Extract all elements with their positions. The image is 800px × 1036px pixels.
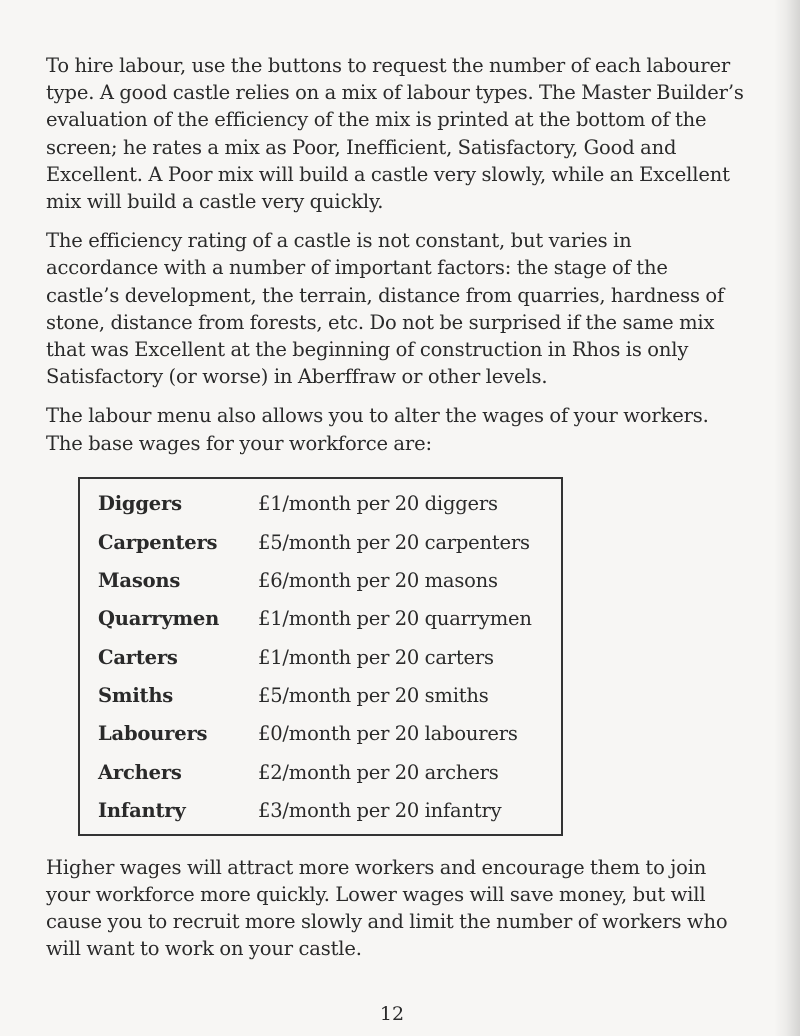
wage-role: Infantry	[98, 798, 186, 822]
paragraph-hire-labour: To hire labour, use the buttons to request the number of each labourer type. A good castle relies on a mix of labour types. The Master Builder’s evaluation of the efficiency of the mix is printed at the bottom of the screen; he rates a mix as Poor, Inefficient, Satisfactory, Good and Excellent. A Poor mix will build a castle very slowly, while an Excellent mix will build a castle very quickly.	[46, 54, 744, 214]
wage-row-archers	[98, 753, 561, 791]
wage-row-quarrymen	[98, 600, 561, 638]
wage-role: Labourers	[98, 722, 208, 746]
wage-role: Smiths	[98, 683, 174, 707]
wage-role: Diggers	[98, 492, 182, 516]
wage-role: Carpenters	[98, 530, 218, 554]
wage-role: Archers	[98, 760, 182, 784]
paragraph-efficiency-rating: The efficiency rating of a castle is not constant, but varies in accordance with a number of important factors: the stage of the castle’s development, the terrain, distance from quarries, hardness of stone, distance from forests, etc. Do not be surprised if the same mix that was Excellent at the beginning of construction in Rhos is only Satisfactory (or worse) in Aberffraw or other levels.	[46, 229, 725, 389]
wage-role: Carters	[98, 645, 178, 669]
wage-rate: £2/month per 20 archers	[258, 760, 499, 784]
wage-row-diggers	[98, 485, 561, 523]
wage-rate: £5/month per 20 smiths	[258, 683, 489, 707]
wage-row-infantry	[98, 791, 561, 829]
wage-rate: £6/month per 20 masons	[258, 569, 498, 593]
page-number: 12	[379, 1003, 405, 1025]
page-edge-shadow	[774, 0, 800, 1036]
wage-rate: £1/month per 20 quarrymen	[258, 607, 532, 631]
wage-role: Masons	[98, 569, 181, 593]
wage-row-masons	[98, 561, 561, 599]
wage-rate: £0/month per 20 labourers	[258, 722, 518, 746]
wage-row-labourers	[98, 715, 561, 753]
wage-role: Quarrymen	[98, 607, 220, 631]
wage-rate: £3/month per 20 infantry	[258, 798, 502, 822]
wage-row-carpenters	[98, 523, 561, 561]
wage-rate: £1/month per 20 carters	[258, 645, 494, 669]
wage-rate: £1/month per 20 diggers	[258, 492, 498, 516]
wage-row-carters	[98, 638, 561, 676]
paragraph-wages-intro: The labour menu also allows you to alter the wages of your workers. The base wages for your workforce are:	[46, 404, 709, 455]
wage-rate: £5/month per 20 carpenters	[258, 530, 530, 554]
paragraph-higher-wages: Higher wages will attract more workers and encourage them to join your workforce more quickly. Lower wages will save money, but will cause you to recruit more slowly and limit the number of workers who will want to work on your castle.	[46, 855, 728, 961]
wage-table	[78, 477, 563, 836]
manual-page-content	[46, 52, 746, 974]
wage-row-smiths	[98, 676, 561, 714]
